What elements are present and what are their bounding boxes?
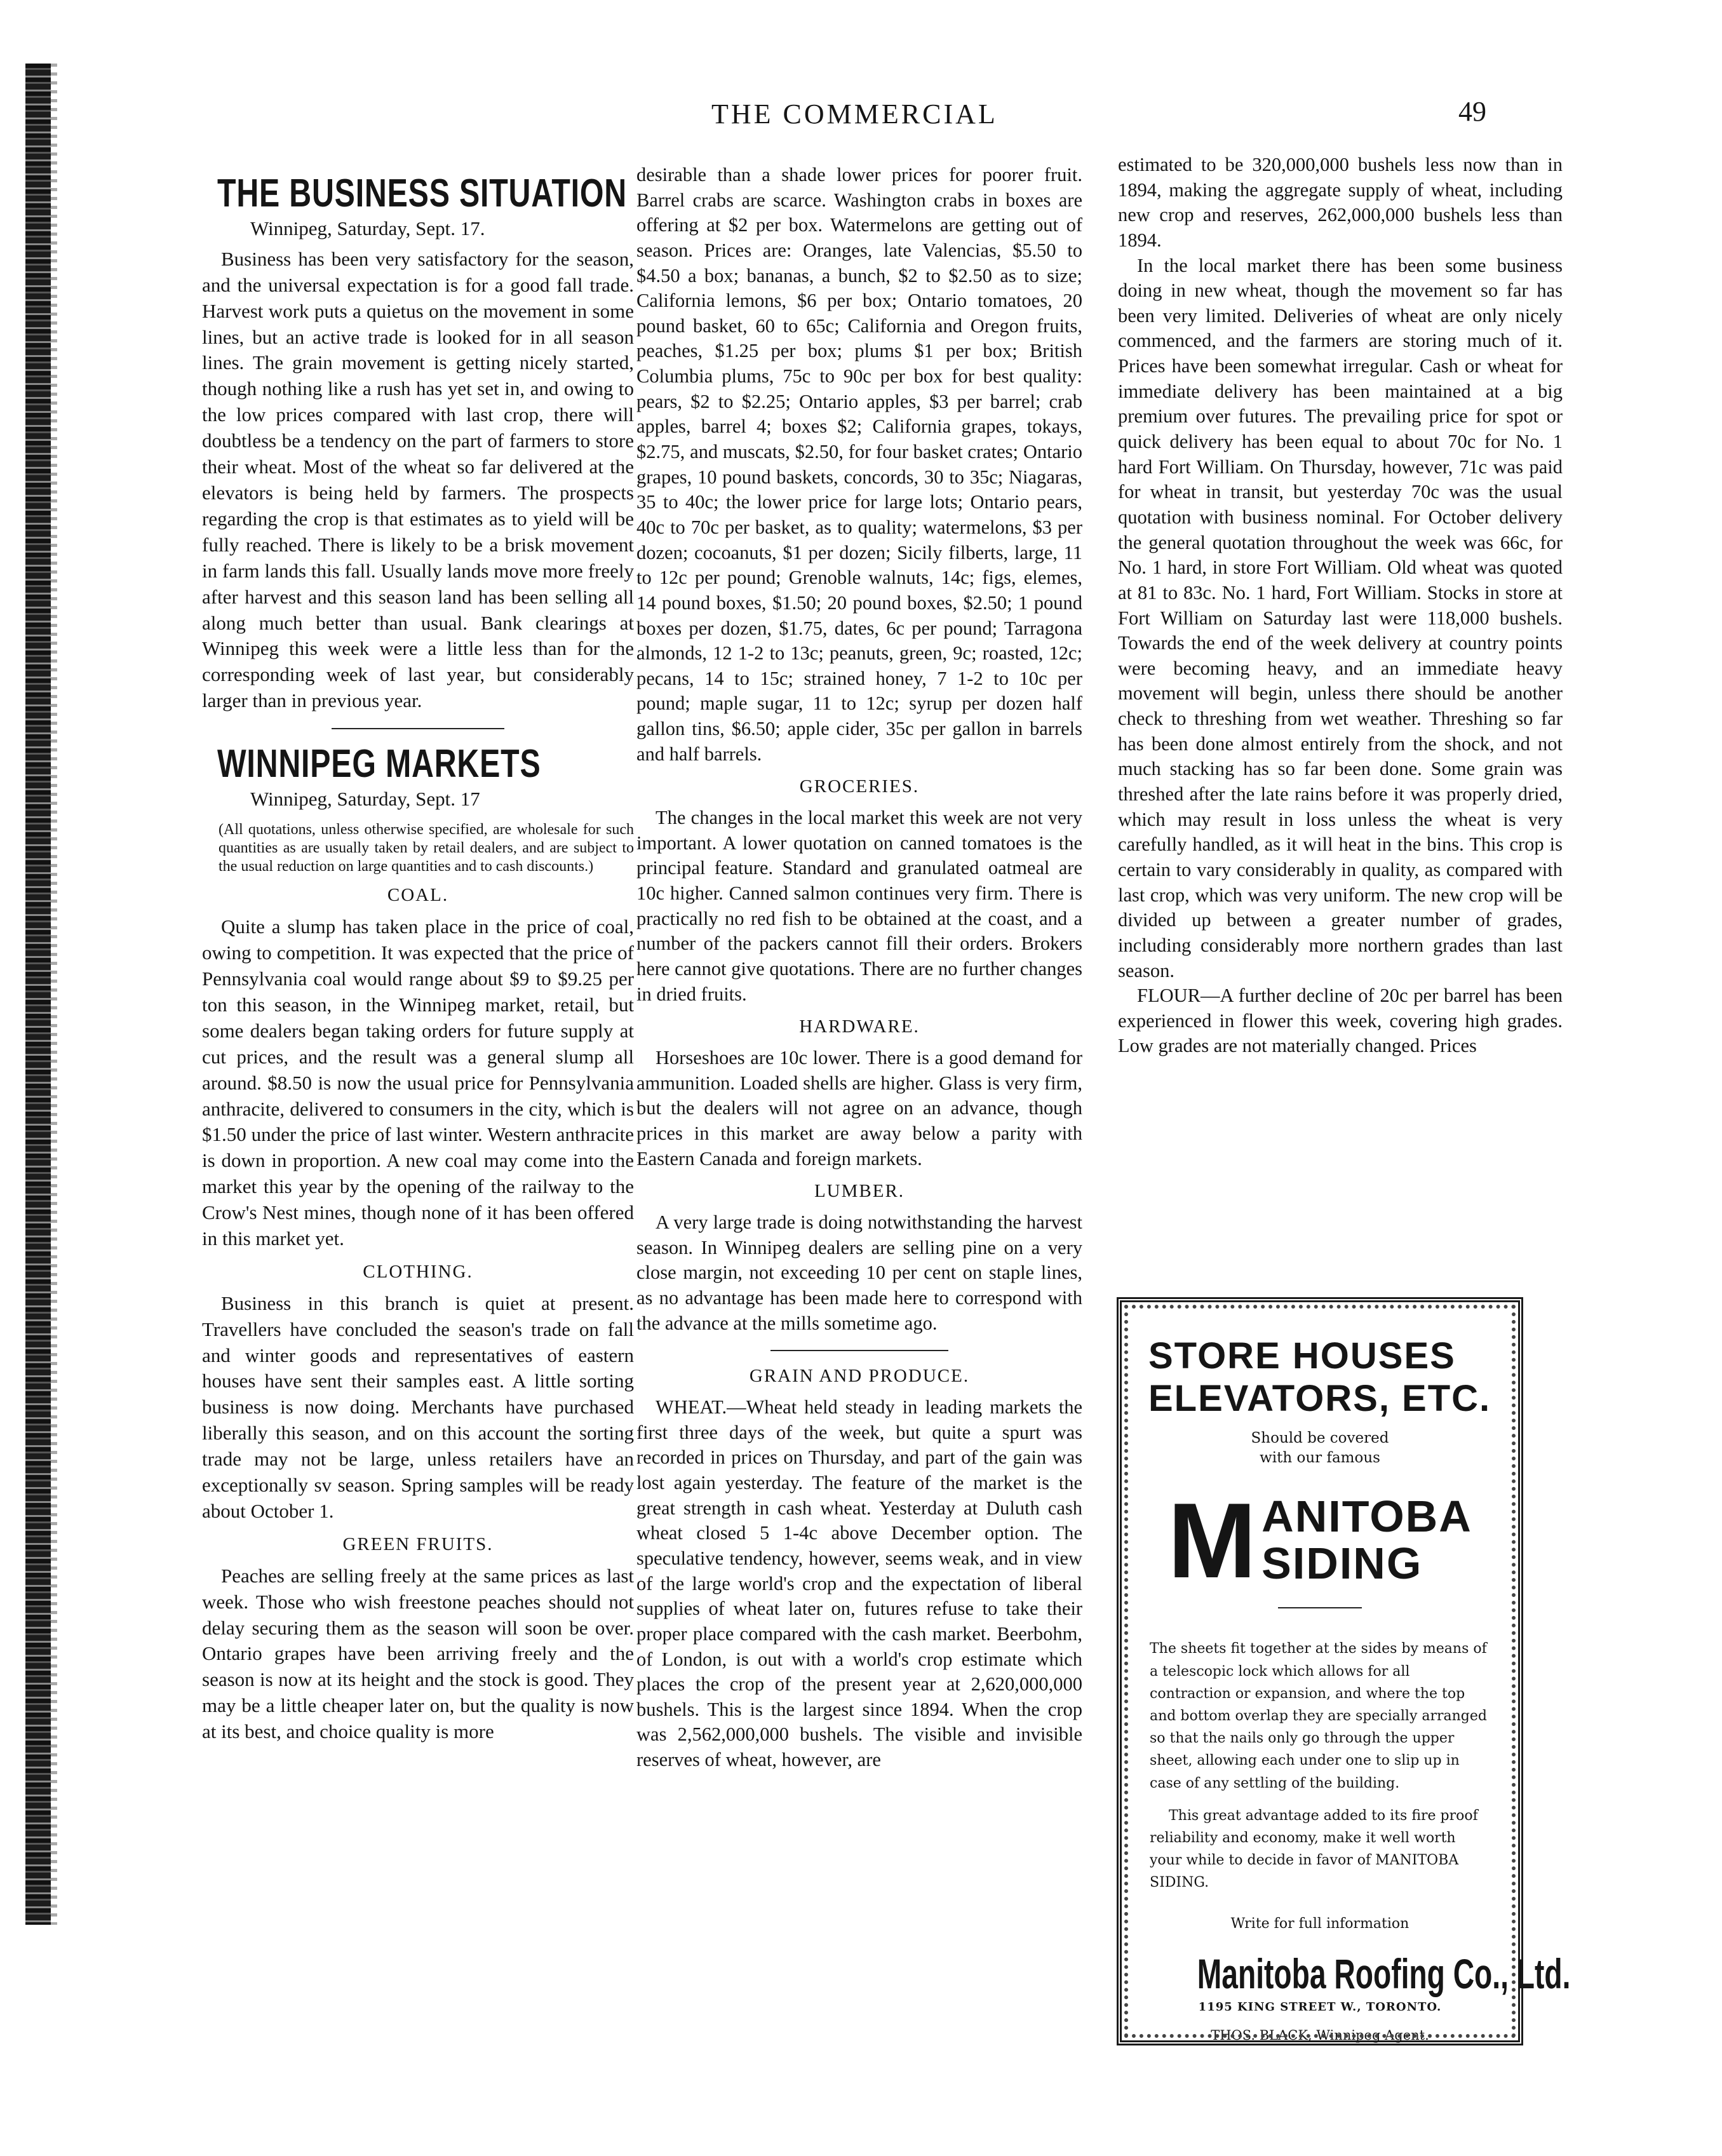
ad-covered: Should be covered (1251, 1430, 1389, 1447)
green-fruits-continued: desirable than a shade lower prices for poorer fruit. Barrel crabs are scarce. Washington crabs in boxes are offering at $2 per box. Watermelons are getting out of season. Prices are: Oranges, late Valencias, $5.50 to $4.50 a box; bananas, a bunch, $2 to $2.50 as to size; California lemons, $6 per box; Ontario tomatoes, 20 pound basket, 60 to 65c; California and Oregon fruits, peaches, $1.25 per box; plums $1 per box; British Columbia plums, 75c to 90c per box for best quality: pears, $2 to $2.25; Ontario apples, $3 per barrel; crab apples, barrel 4; boxes $2; California grapes, tokays, $2.75, and muscats, $2.50, for four basket crates; Ontario grapes, 10 pound baskets, concords, 30 to 35c; Niagaras, 35 to 40c; the lower price for large lots; Ontario pears, 40c to 70c per basket, as to quality; watermelons, $3 per dozen; cocoanuts, $1 per dozen; Sicily filberts, large, 11 to 12c per pound; Grenoble walnuts, 14c; figs, elemes, 14 pound boxes, $1.50; 20 pound boxes, $2.50; 1 pound boxes per dozen, $1.75, dates, 6c per pound; Tarragona almonds, 12 1-2 to 13c; peanuts, green, 9c; roasted, 12c; pecans, 14 to 15c; strained honey, 7 1-2 to 10c per pound; maple sugar, 11 to 12c; syrup per dozen half gallon tins, $6.50; apple cider, 35c per gallon in barrels and half barrels. (636, 164, 1082, 765)
grain-heading: GRAIN AND PRODUCE. (749, 1366, 970, 1387)
business-text: Business has been very satisfactory for the season, and the universal expectation is for a good fall trade. Harvest work puts a quietus on the movement in some lines, but an active trade is looked for in all season lines. The grain movement is getting nicely started, though nothing like a rush has yet set in, and owing to the low prices compared with last crop, there will doubtless be a tendency on the part of farmers to store their wheat. Most of the wheat so far delivered at the elevators is being held by farmers. The prospects regarding the crop is that estimates as to yield will be fully reached. There is likely to be a brisk movement in farm lands this fall. Usually lands move more freely after harvest and this season land has been selling all along much better than usual. Bank clearings at Winnipeg this week were a little less than for the corresponding week of last year, but considerably larger than in previous year. (202, 247, 634, 712)
ad-brand (1145, 1480, 1495, 1600)
ad-store-houses: STORE HOUSES (1148, 1335, 1456, 1377)
ad-company: Manitoba Roofing Co., Ltd. (1197, 1950, 1571, 1997)
ad-elevators: ELEVATORS, ETC. (1148, 1377, 1491, 1419)
markets-note: (All quotations, unless otherwise specified, are wholesale for such quantities as are usually taken by retail dealers, and are subject to the usual reduction on large quantities and to cash discounts.) (219, 821, 634, 875)
business-headline: THE BUSINESS SITUATION (217, 172, 627, 215)
ad-description: The sheets fit together at the sides by means of a telescopic lock which allows for all contraction or expansion, and where the top and bottom overlap they are specially arranged so that the nails only go through the upper sheet, allowing each under one to slip up in case of any settling of the building. (1150, 1641, 1487, 1791)
clothing-heading: CLOTHING. (363, 1261, 473, 1282)
ad-write: Write for full information (1230, 1915, 1409, 1932)
ad-agent: THOS. BLACK, Winnipeg Agent. (1211, 2028, 1429, 2044)
section-divider (770, 1350, 949, 1351)
ad-anitoba: ANITOBA (1261, 1492, 1472, 1542)
ad-address: 1195 KING STREET W., TORONTO. (1198, 2000, 1442, 2014)
flour-text: FLOUR—A further decline of 20c per barrel has been experienced in flower this week, covering high grades. Low grades are not materially changed. Prices (1118, 985, 1563, 1057)
wheat-text-continued: estimated to be 320,000,000 bushels less now than in 1894, making the aggregate supply of wheat, including new crop and reserves, 262,000,000 bushels less than 1894. (1118, 154, 1563, 251)
manitoba-siding-advertisement (1117, 1297, 1571, 2045)
local-market-text: In the local market there has been some business doing in new wheat, though the movement so far has been very limited. Deliveries of wheat are only nicely commenced, and the farmers are storing much of it. Prices have been somewhat irregular. Cash or wheat for immediate delivery has been maintained at a big premium over futures. The prevailing price for spot or quick delivery has been equal to about 70c for No. 1 hard Fort William. On Thursday, however, 71c was paid for wheat in transit, but yesterday 70c was the usual quotation with business nominal. For October delivery the general quotation throughout the week was 66c, for No. 1 hard, in store Fort William. Old wheat was quoted at 81 to 83c. No. 1 hard, Fort William. Stocks in store at Fort William on Saturday last were 118,000 bushels. Towards the end of the week delivery at country points were becoming heavy, and an immediate heavy movement will begin, unless there should be another check to threshing from wet weather. Threshing so far has been done almost entirely from the shock, and not much stacking has so far been done. Some grain was threshed after the late rains before it was properly dried, which may result in loss unless the wheat is very carefully handled, as it will heat in the bins. This crop is certain to vary considerably in quality, as compared with last crop, which was very uniform. The new crop will be divided up between a greater number of grades, including considerably more northern grades than last season. (1118, 254, 1563, 981)
hardware-heading: HARDWARE. (799, 1016, 920, 1037)
groceries-text: The changes in the local market this week are not very important. A lower quotation on canned tomatoes is the principal feature. Standard and granulated oatmeal are 10c higher. Canned salmon continues very firm. There is practically no red fish to be obtained at the coast, and a number of the packers cannot fill their orders. Brokers here cannot give quotations. There are no further changes in dried fruits. (636, 807, 1082, 1005)
lumber-text: A very large trade is doing notwithstanding the harvest season. In Winnipeg dealers are selling pine on a very close margin, not exceeding 10 per cent on staple lines, as no advantage has been made here to correspond with the advance at the mills sometime ago. (636, 1211, 1082, 1334)
column-2 (636, 163, 1082, 1773)
binding-edge (25, 64, 53, 1925)
coal-heading: COAL. (387, 885, 449, 906)
coal-text: Quite a slump has taken place in the price of coal, owing to competition. It was expected that the price of Pennsylvania coal would range about $9 to $9.25 per ton this season, in the Winnipeg market, retail, but some dealers began taking orders for future supply at cut prices, and the result was a general slump all around. $8.50 is now the usual price for Pennsylvania anthracite, delivered to consumers in the city, which is $1.50 under the price of last winter. Western anthracite is down in proportion. A new coal may come into the market this year by the opening of the railway to the Crow's Nest mines, though none of it has been offered in this market yet. (202, 915, 634, 1250)
ad-divider (1278, 1607, 1362, 1608)
running-title: THE COMMERCIAL (711, 98, 998, 130)
markets-dateline: Winnipeg, Saturday, Sept. 17 (250, 788, 480, 811)
page-number: 49 (1458, 96, 1486, 127)
ad-description-2: This great advantage added to its fire proof reliability and economy, make it well worth your while to decide in favor of MANITOBA SIDING. (1150, 1807, 1478, 1891)
ad-brand-words (1261, 1493, 1472, 1587)
column-1 (202, 173, 634, 1745)
ad-brand-initial: M (1167, 1480, 1257, 1600)
lumber-heading: LUMBER. (814, 1181, 905, 1202)
business-dateline: Winnipeg, Saturday, Sept. 17. (250, 217, 485, 240)
ad-siding: SIDING (1261, 1538, 1423, 1588)
markets-headline: WINNIPEG MARKETS (217, 742, 541, 786)
ad-famous: with our famous (1260, 1450, 1380, 1467)
column-3 (1118, 152, 1563, 1059)
green-fruits-text: Peaches are selling freely at the same prices as last week. Those who wish freestone peaches should not delay securing them as the season will soon be over. Ontario grapes have been arriving freely and the season is now at its height and the stock is good. They may be a little cheaper later on, but the quality is now at its best, and choice quality is more (202, 1564, 634, 1743)
section-divider (332, 728, 504, 729)
hardware-text: Horseshoes are 10c lower. There is a good demand for ammunition. Loaded shells are higher. Glass is very firm, but the dealers will not agree on an advance, though prices in this market are away below a parity with Eastern Canada and foreign markets. (636, 1047, 1082, 1169)
wheat-text: WHEAT.—Wheat held steady in leading markets the first three days of the week, but quite a spurt was recorded in prices on Thursday, and part of the gain was lost again yesterday. The feature of the market is the great strength in cash wheat. Yesterday at Duluth cash wheat closed 5 1-4c above December option. The speculative tendency, however, seems weak, and in view of the large world's crop and the expectation of liberal supplies of wheat later on, futures refuse to take their proper place compared with the cash market. Beerbohm, of London, is out with a world's crop estimate which places the crop of the present year at 2,620,000,000 bushels. This is the largest since 1894. When the crop was 2,562,000,000 bushels. The visible and invisible reserves of wheat, however, are (636, 1396, 1082, 1771)
clothing-text: Business in this branch is quiet at present. Travellers have concluded the season's trade on fall and winter goods and representatives of eastern houses have sent their samples east. A little sorting business is now doing. Merchants have purchased liberally this season, and on this account the sorting trade may not be large, unless retailers have an exceptionally sv season. Spring samples will be ready about October 1. (202, 1291, 634, 1523)
groceries-heading: GROCERIES. (799, 776, 920, 797)
green-fruits-heading: GREEN FRUITS. (342, 1533, 494, 1554)
